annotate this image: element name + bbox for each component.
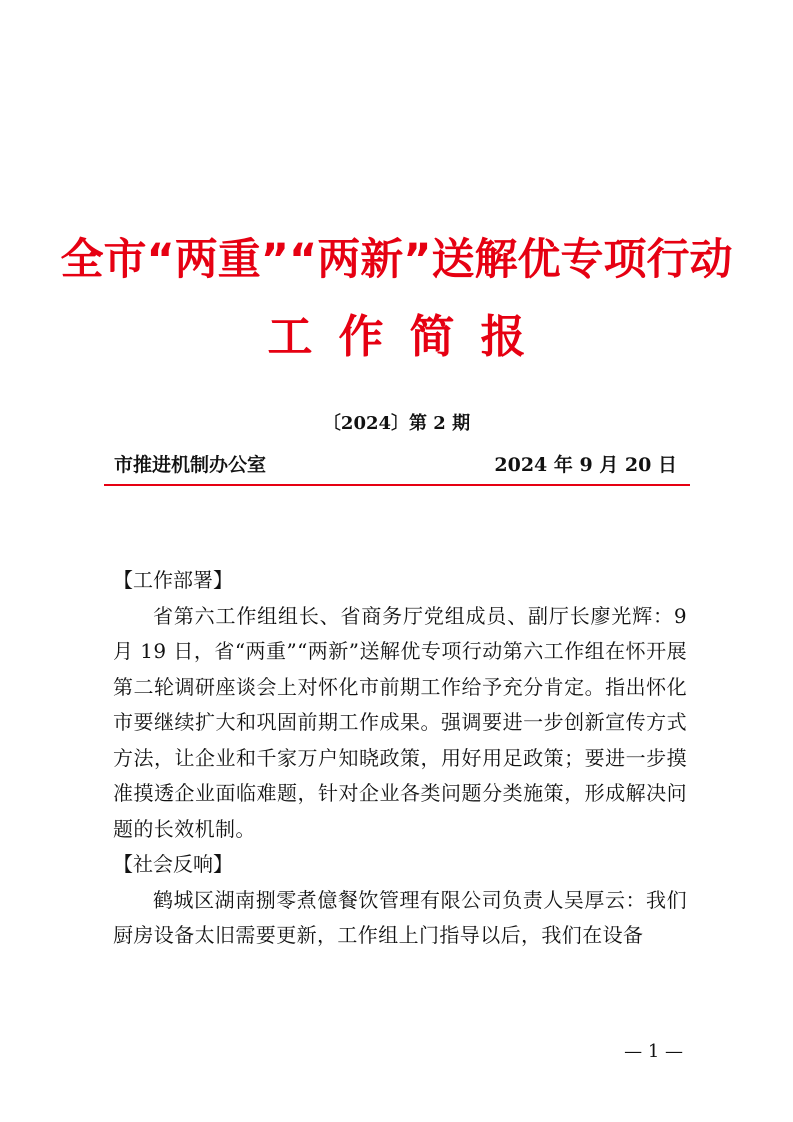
document-title: 全市“两重”“两新”送解优专项行动 xyxy=(60,235,733,285)
paragraph-body: 我们厨房设备太旧需要更新，工作组上门指导以后，我们在设备 xyxy=(113,887,687,947)
document-subtitle: 工作简报 xyxy=(267,310,552,363)
section-paragraph xyxy=(113,599,687,848)
issue-date: 2024 年 9 月 20 日 xyxy=(494,454,677,476)
paragraph-lead: 鹤城区湖南捌零煮億餐饮管理有限公司负责人吴厚云： xyxy=(153,887,647,912)
section-heading: 【工作部署】 xyxy=(113,568,233,592)
red-header-rule xyxy=(104,484,690,486)
paragraph-body: 9 月 19 日，省“两重”“两新”送解优专项行动第六工作组在怀开展第二轮调研座谈会上对怀化市前期工作给予充分肯定。指出怀化市要继续扩大和巩固前期工作成果。强调要进一步创新宣传方式方法，让企业和千家万户知晓政策，用好用足政策；要进一步摸准摸透企业面临难题，针对企业各类问题分类施策，形成解决问题的长效机制。 xyxy=(113,603,687,841)
document-body xyxy=(113,563,687,954)
section-heading: 【社会反响】 xyxy=(113,852,233,876)
section-social-response xyxy=(113,847,687,954)
paragraph-lead: 省第六工作组组长、省商务厅党组成员、副厅长廖光辉： xyxy=(153,603,674,628)
page-number: — 1 — xyxy=(624,1041,683,1062)
section-paragraph xyxy=(113,883,687,954)
issue-number: 〔2024〕第 2 期 xyxy=(322,413,471,434)
section-work-deployment xyxy=(113,563,687,847)
issuing-office: 市推进机制办公室 xyxy=(114,454,267,476)
